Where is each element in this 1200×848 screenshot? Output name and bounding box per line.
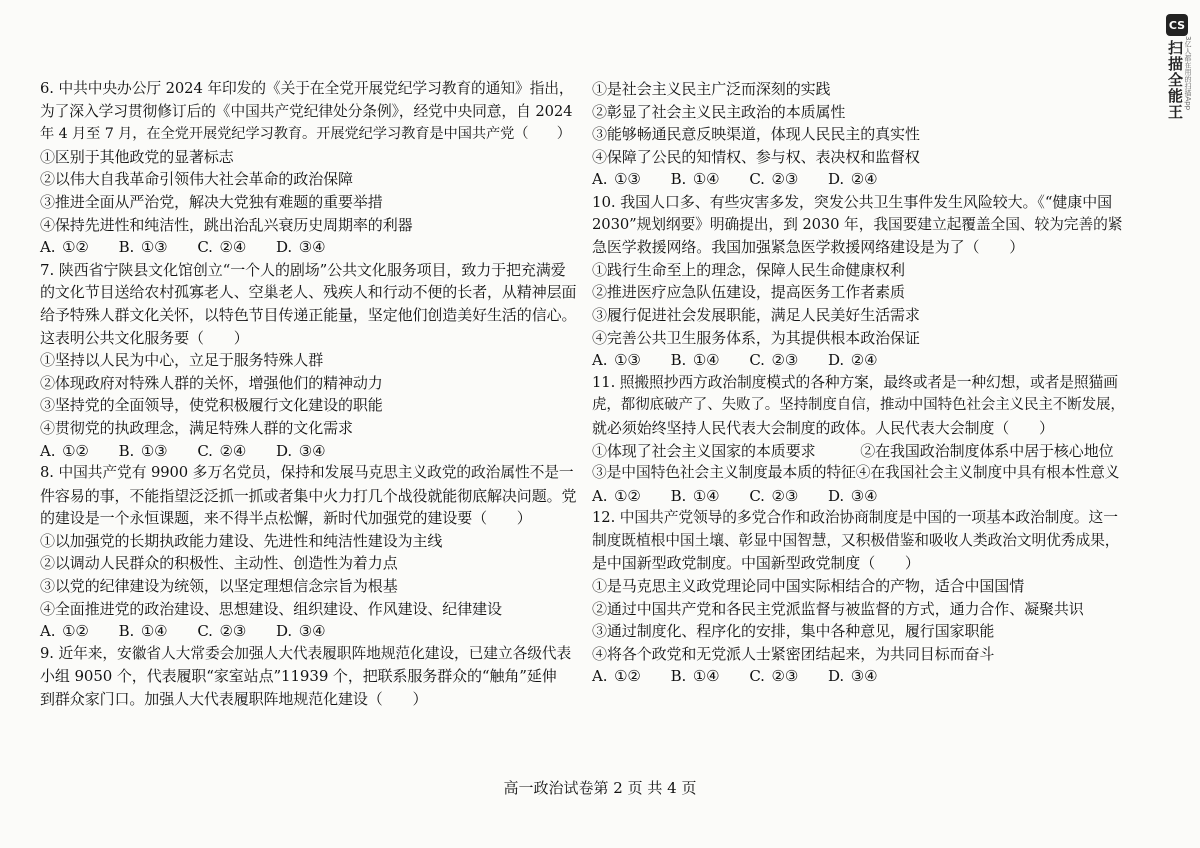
statement-option: ①体现了社会主义国家的本质要求 ②在我国政治制度体系中居于核心地位 bbox=[592, 441, 1114, 460]
question-text: 到群众家门口。加强人大代表履职阵地规范化建设（ ） bbox=[40, 690, 428, 709]
statement-option: ③是中国特色社会主义制度最本质的特征④在我国社会主义制度中具有根本性意义 bbox=[592, 464, 1120, 482]
statement-option: ④全面推进党的政治建设、思想建设、组织建设、作风建设、纪律建设 bbox=[40, 599, 502, 618]
question-text: 7. 陕西省宁陕县文化馆创立“一个人的剧场”公共文化服务项目，致力于把充满爱 bbox=[40, 260, 566, 279]
page-footer: 高一政治试卷第 2 页 共 4 页 bbox=[503, 779, 697, 797]
question-text: 6. 中共中央办公厅 2024 年印发的《关于在全党开展党纪学习教育的通知》指出， bbox=[40, 80, 574, 97]
question-text: 虎，都彻底破产了、失败了。坚持制度自信，推动中国特色社会主义民主不断发展， bbox=[592, 397, 1125, 414]
answer-choices: A. ①③ B. ①④ C. ②③ D. ②④ bbox=[592, 351, 878, 370]
question-7 bbox=[40, 259, 578, 462]
question-12 bbox=[592, 507, 1126, 688]
question-text: 10. 我国人口多、有些灾害多发，突发公共卫生事件发生风险较大。《“健康中国 bbox=[592, 192, 1112, 211]
question-9 bbox=[40, 643, 578, 711]
statement-option: ①是社会主义民主广泛而深刻的实践 bbox=[592, 80, 831, 98]
statement-option: ①践行生命至上的理念，保障人民生命健康权利 bbox=[592, 260, 905, 279]
left-column bbox=[40, 78, 578, 711]
answer-choices: A. ①② B. ①④ C. ②③ D. ③④ bbox=[592, 486, 878, 505]
question-text: 是中国新型政党制度。中国新型政党制度（ ） bbox=[592, 554, 920, 573]
question-text: 这表明公共文化服务要（ ） bbox=[40, 328, 249, 347]
question-text: 小组 9050 个，代表履职“家室站点”11939 个，把联系服务群众的“触角”延伸 bbox=[40, 667, 557, 686]
question-text: 12. 中国共产党领导的多党合作和政治协商制度是中国的一项基本政治制度。这一 bbox=[592, 509, 1118, 527]
statement-option: ④保持先进性和纯洁性，跳出治乱兴衰历史周期率的利器 bbox=[40, 215, 413, 234]
question-11 bbox=[592, 372, 1126, 508]
statement-option: ④贯彻党的执政理念，满足特殊人群的文化需求 bbox=[40, 418, 353, 437]
answer-choices: A. ①③ B. ①④ C. ②③ D. ②④ bbox=[592, 170, 878, 189]
question-text: 11. 照搬照抄西方政治制度模式的各种方案，最终或者是一种幻想，或者是照猫画 bbox=[592, 373, 1118, 391]
statement-option: ①区别于其他政党的显著标志 bbox=[40, 147, 234, 166]
statement-option: ②彰显了社会主义民主政治的本质属性 bbox=[592, 102, 846, 121]
question-6 bbox=[40, 78, 578, 259]
statement-option: ③履行促进社会发展职能，满足人民美好生活需求 bbox=[592, 305, 920, 324]
right-column bbox=[592, 78, 1126, 688]
question-text: 的建设是一个永恒课题，来不得半点松懈，新时代加强党的建设要（ ） bbox=[40, 509, 532, 528]
statement-option: ②体现政府对特殊人群的关怀，增强他们的精神动力 bbox=[40, 373, 383, 392]
camscanner-watermark bbox=[1164, 14, 1192, 124]
statement-option: ④完善公共卫生服务体系，为其提供根本政治保证 bbox=[592, 328, 920, 347]
question-text: 的文化节目送给农村孤寡老人、空巢老人、残疾人和行动不便的长者，从精神层面 bbox=[40, 283, 577, 302]
statement-option: ③通过制度化、程序化的安排，集中各种意见，履行国家职能 bbox=[592, 622, 995, 641]
question-text: 件容易的事，不能指望泛泛抓一抓或者集中火力打几个战役就能彻底解决问题。党 bbox=[40, 486, 577, 505]
statement-option: ③能够畅通民意反映渠道，体现人民民主的真实性 bbox=[592, 125, 920, 144]
question-text: 8. 中国共产党有 9900 多万名党员，保持和发展马克思主义政党的政治属性不是一 bbox=[40, 464, 574, 482]
answer-choices: A. ①② B. ①④ C. ②③ D. ③④ bbox=[40, 622, 326, 641]
question-text: 急医学救援网络。我国加强紧急医学救援网络建设是为了（ ） bbox=[592, 238, 1025, 257]
statement-option: ③推进全面从严治党，解决大党独有难题的重要举措 bbox=[40, 192, 383, 211]
brand-name: 扫描全能王 bbox=[1166, 40, 1184, 120]
answer-choices: A. ①② B. ①④ C. ②③ D. ③④ bbox=[592, 667, 878, 686]
statement-option: ④保障了公民的知情权、参与权、表决权和监督权 bbox=[592, 147, 920, 166]
statement-option: ③坚持党的全面领导，使党积极履行文化建设的职能 bbox=[40, 396, 383, 415]
statement-option: ②以调动人民群众的积极性、主动性、创造性为着力点 bbox=[40, 554, 398, 573]
question-text: 2030”规划纲要》明确提出，到 2030 年，我国要建立起覆盖全国、较为完善的紧 bbox=[592, 215, 1123, 233]
question-10 bbox=[592, 191, 1126, 372]
question-text: 9. 近年来，安徽省人大常委会加强人大代表履职阵地规范化建设，已建立各级代表 bbox=[40, 644, 572, 662]
question-text: 为了深入学习贯彻修订后的《中国共产党纪律处分条例》，经党中央同意，自 2024 bbox=[40, 102, 573, 120]
camscanner-logo-icon: CS bbox=[1166, 14, 1188, 36]
question-text: 年 4 月至 7 月，在全党开展党纪学习教育。开展党纪学习教育是中国共产党（ ） bbox=[40, 126, 571, 143]
question-text: 制度既植根中国土壤、彰显中国智慧，又积极借鉴和吸收人类政治文明优秀成果， bbox=[592, 531, 1120, 549]
statement-option: ②通过中国共产党和各民主党派监督与被监督的方式，通力合作、凝聚共识 bbox=[592, 599, 1084, 618]
statement-option: ①坚持以人民为中心，立足于服务特殊人群 bbox=[40, 351, 324, 370]
statement-option: ①以加强党的长期执政能力建设、先进性和纯洁性建设为主线 bbox=[40, 531, 443, 550]
answer-choices: A. ①② B. ①③ C. ②④ D. ③④ bbox=[40, 238, 326, 257]
question-text: 就必须始终坚持人民代表大会制度的政体。人民代表大会制度（ ） bbox=[592, 418, 1054, 437]
question-9-options bbox=[592, 78, 1126, 191]
question-8 bbox=[40, 462, 578, 643]
statement-option: ②推进医疗应急队伍建设，提高医务工作者素质 bbox=[592, 283, 905, 302]
question-text: 给予特殊人群文化关怀，以特色节目传递正能量，坚定他们创造美好生活的信心。 bbox=[40, 305, 577, 324]
statement-option: ①是马克思主义政党理论同中国实际相结合的产物，适合中国国情 bbox=[592, 577, 1025, 596]
brand-slogan: 3亿人都在用的扫描App bbox=[1184, 36, 1192, 111]
statement-option: ④将各个政党和无党派人士紧密团结起来，为共同目标而奋斗 bbox=[592, 644, 995, 663]
statement-option: ③以党的纪律建设为统领，以坚定理想信念宗旨为根基 bbox=[40, 577, 398, 596]
answer-choices: A. ①② B. ①③ C. ②④ D. ③④ bbox=[40, 441, 326, 460]
statement-option: ②以伟大自我革命引领伟大社会革命的政治保障 bbox=[40, 170, 353, 189]
